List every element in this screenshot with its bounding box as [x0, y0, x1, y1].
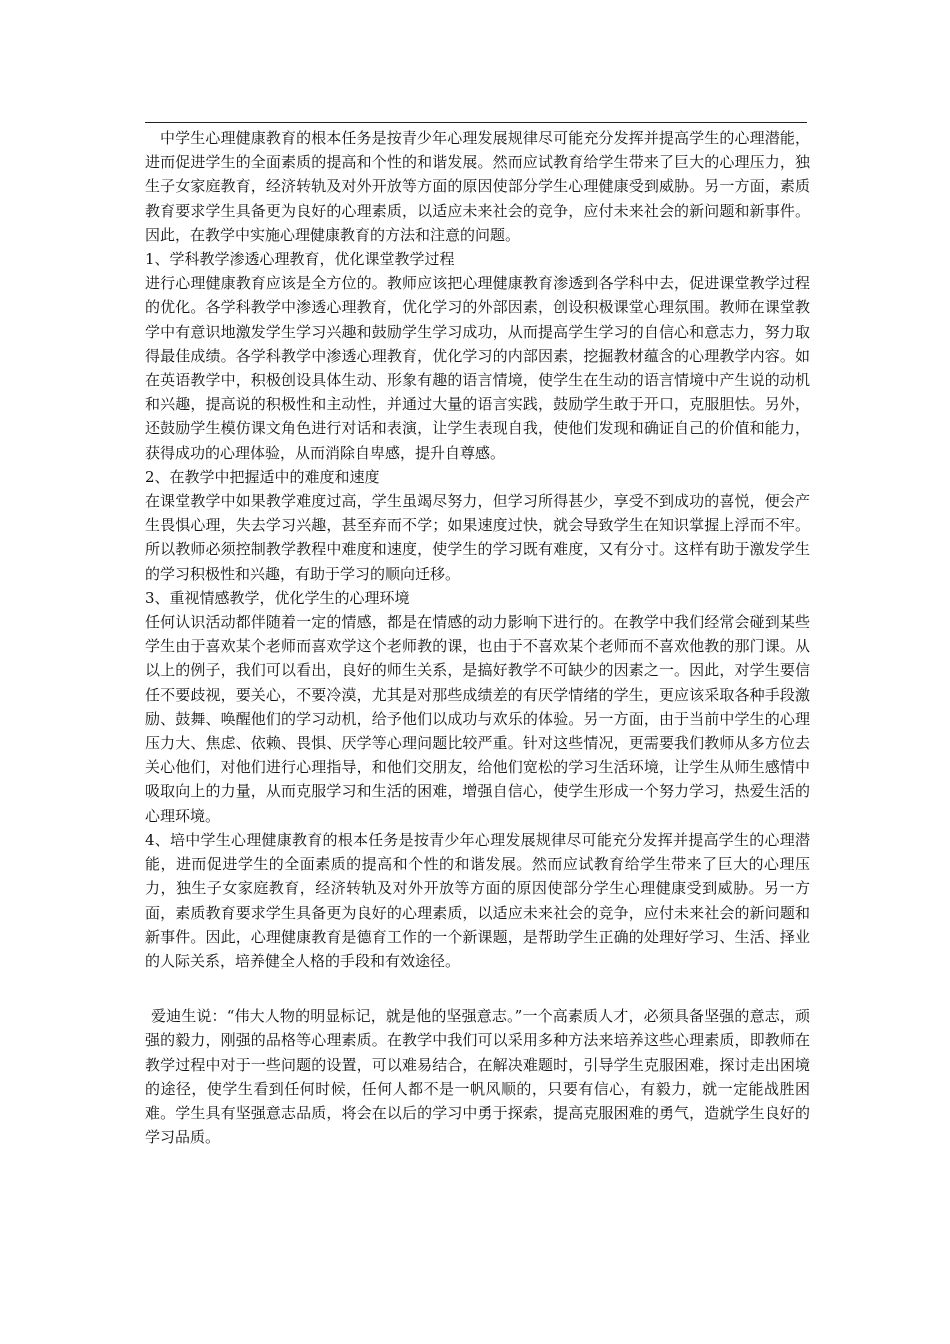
- section-1-heading: 1、学科教学渗透心理教育，优化课堂教学过程: [145, 250, 455, 269]
- closing-paragraph: 爱迪生说：“伟大人物的明显标记，就是他的坚强意志。”一个高素质人才，必须具备坚强的意志，顽强的毅力，刚强的品格等心理素质。在教学中我们可以采用多种方法来培养这些心理素质，即教师在教学过程中对于一些问题的设置，可以难易结合，在解决难题时，引导学生克服困难，探讨走出困境的途径，使学生看到任何时候，任何人都不是一帆风顺的，只要有信心，有毅力，就一定能战胜困难。学生具有坚强意志品质，将会在以后的学习中勇于探索，提高克服困难的勇气，造就学生良好的学习品质。: [145, 1007, 810, 1147]
- section-3-body: 任何认识活动都伴随着一定的情感，都是在情感的动力影响下进行的。在教学中我们经常会碰到某些学生由于喜欢某个老师而喜欢学这个老师教的课，也由于不喜欢某个老师而不喜欢他教的那门课。从以上的例子，我们可以看出，良好的师生关系，是搞好教学不可缺少的因素之一。因此，对学生要信任不要歧视，要关心，不要冷漠，尤其是对那些成绩差的有厌学情绪的学生，更应该采取各种手段激励、鼓舞、唤醒他们的学习动机，给予他们以成功与欢乐的体验。另一方面，由于当前中学生的心理压力大、焦虑、依赖、畏惧、厌学等心理问题比较严重。针对这些情况，更需要我们教师从多方位去关心他们，对他们进行心理指导，和他们交朋友，给他们宽松的学习生活环境，让学生从师生感情中吸取向上的力量，从而克服学习和生活的困难，增强自信心，使学生形成一个努力学习，热爱生活的心理环境。: [145, 613, 810, 825]
- header-rule: [145, 122, 807, 123]
- section-3-heading: 3、重视情感教学，优化学生的心理环境: [145, 588, 410, 607]
- paragraph-gap: [145, 973, 810, 1004]
- section-1-body: 进行心理健康教育应该是全方位的。教师应该把心理健康教育渗透到各学科中去，促进课堂教学过程的优化。各学科教学中渗透心理教育，优化学习的外部因素，创设积极课堂心理氛围。教师在课堂教学中有意识地激发学生学习兴趣和鼓励学生学习成功，从而提高学生学习的自信心和意志力，努力取得最佳成绩。各学科教学中渗透心理教育，优化学习的内部因素，挖掘教材蕴含的心理教学内容。如在英语教学中，积极创设具体生动、形象有趣的语言情境，使学生在生动的语言情境中产生说的动机和兴趣，提高说的积极性和主动性，并通过大量的语言实践，鼓励学生敢于开口，克服胆怯。另外，还鼓励学生模仿课文角色进行对话和表演，让学生表现自我，使他们发现和确证自己的价值和能力，获得成功的心理体验，从而消除自卑感，提升自尊感。: [145, 274, 810, 462]
- section-4-body: 4、培中学生心理健康教育的根本任务是按青少年心理发展规律尽可能充分发挥并提高学生的心理潜能，进而促进学生的全面素质的提高和个性的和谐发展。然而应试教育给学生带来了巨大的心理压力，独生子女家庭教育，经济转轨及对外开放等方面的原因使部分学生心理健康受到威胁。另一方面，素质教育要求学生具备更为良好的心理素质，以适应未来社会的竞争，应付未来社会的新问题和新事件。因此，心理健康教育是德育工作的一个新课题，是帮助学生正确的处理好学习、生活、择业的人际关系，培养健全人格的手段和有效途径。: [145, 830, 810, 970]
- section-2-heading: 2、在教学中把握适中的难度和速度: [145, 467, 380, 486]
- intro-paragraph: 中学生心理健康教育的根本任务是按青少年心理发展规律尽可能充分发挥并提高学生的心理潜能，进而促进学生的全面素质的提高和个性的和谐发展。然而应试教育给学生带来了巨大的心理压力，独生子女家庭教育，经济转轨及对外开放等方面的原因使部分学生心理健康受到威胁。另一方面，素质教育要求学生具备更为良好的心理素质，以适应未来社会的竞争，应付未来社会的新问题和新事件。因此，在教学中实施心理健康教育的方法和注意的问题。: [145, 129, 810, 244]
- document-body: [145, 126, 810, 1149]
- section-2-body: 在课堂教学中如果教学难度过高，学生虽竭尽努力，但学习所得甚少，享受不到成功的喜悦，便会产生畏惧心理，失去学习兴趣，甚至弃而不学；如果速度过快，就会导致学生在知识掌握上浮而不牢。所以教师必须控制教学教程中难度和速度，使学生的学习既有难度，又有分寸。这样有助于激发学生的学习积极性和兴趣，有助于学习的顺向迁移。: [145, 492, 810, 583]
